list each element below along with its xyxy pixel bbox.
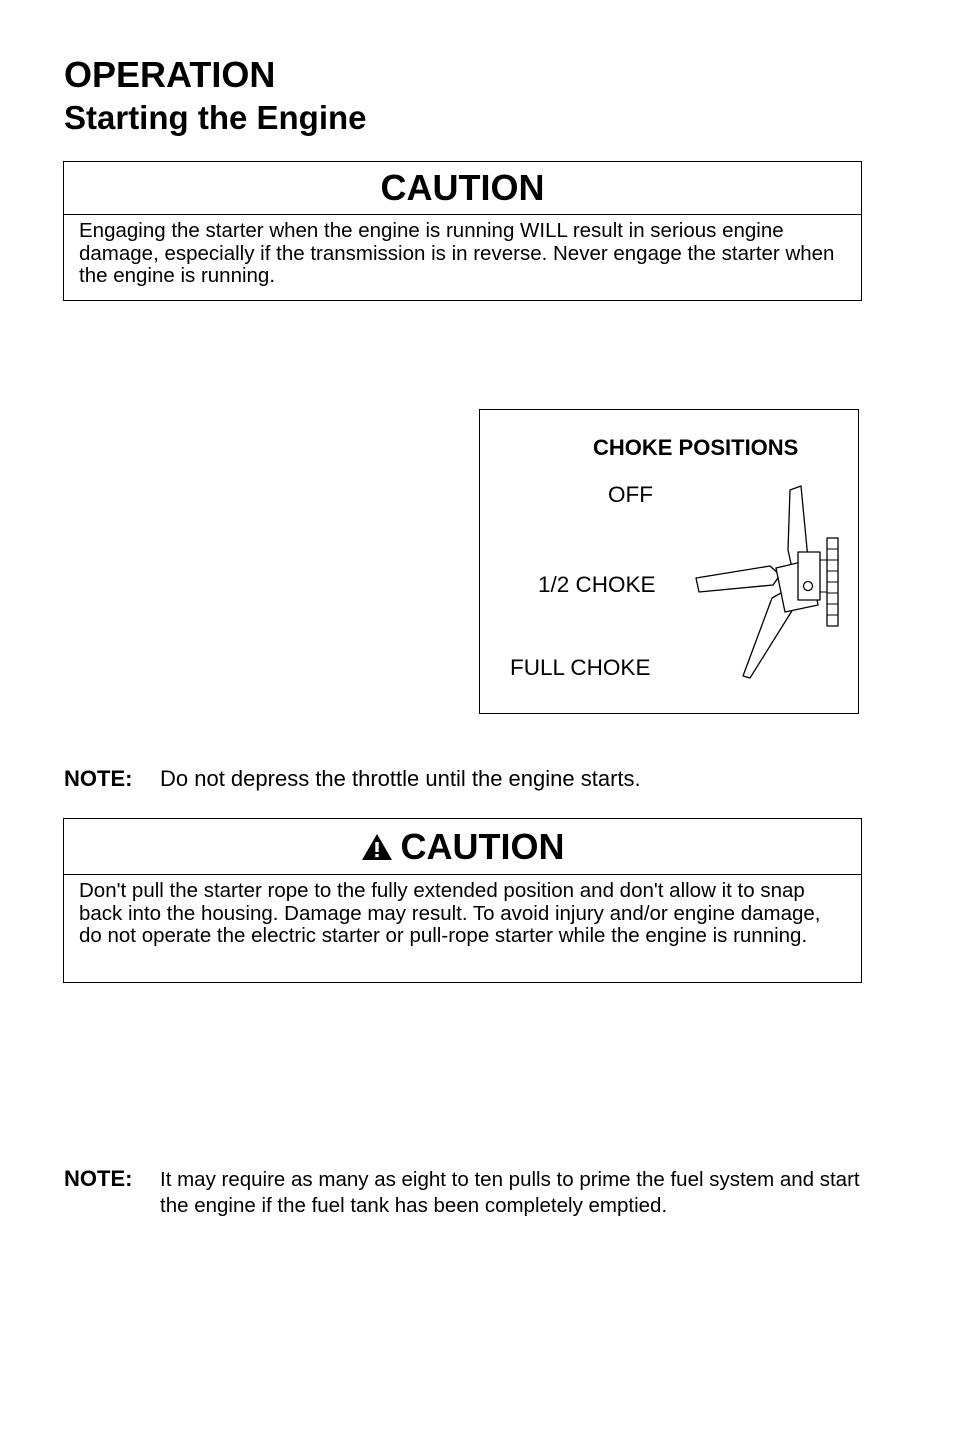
caution-box-starter-rope	[63, 818, 862, 983]
choke-label-half: 1/2 CHOKE	[538, 572, 656, 597]
caution-body: Engaging the starter when the engine is running WILL result in serious engine damage, especially if the transmission is in reverse. Never engage the starter when the engine is running.	[79, 219, 835, 287]
choke-lever-half	[696, 566, 780, 592]
caution-heading	[64, 819, 861, 875]
caution-heading-text: CAUTION	[380, 167, 545, 208]
choke-positions-figure	[479, 409, 859, 714]
note-throttle	[64, 765, 641, 792]
choke-plate	[798, 552, 820, 600]
choke-label-full: FULL CHOKE	[510, 655, 651, 680]
note-label: NOTE:	[64, 766, 133, 791]
choke-label-off: OFF	[608, 482, 653, 507]
figure-title: CHOKE POSITIONS	[593, 435, 799, 460]
caution-box-starter	[63, 161, 862, 301]
note-label: NOTE:	[64, 1166, 133, 1191]
subsection-title: Starting the Engine	[64, 99, 367, 136]
caution-heading	[64, 162, 861, 215]
note-text: Do not depress the throttle until the engine starts.	[160, 766, 641, 791]
caution-heading-text: CAUTION	[400, 825, 565, 867]
section-title: OPERATION	[64, 54, 276, 95]
choke-pivot	[804, 582, 813, 591]
warning-triangle-icon	[361, 833, 393, 861]
choke-lever-diagram	[480, 410, 858, 713]
note-text: It may require as many as eight to ten pulls to prime the fuel system and start the engine if the fuel tank has been completely emptied.	[160, 1168, 860, 1217]
caution-body: Don't pull the starter rope to the fully extended position and don't allow it to snap back into the housing. Damage may result. To avoid injury and/or engine damage, do not operate the electric starter or pull-rope starter while the engine is running.	[79, 879, 821, 947]
